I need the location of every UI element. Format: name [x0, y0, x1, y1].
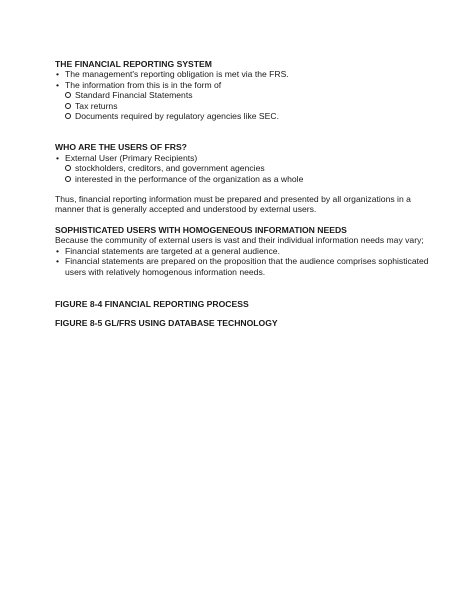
sub-list-item-text: interested in the performance of the organization as a whole [75, 173, 304, 184]
figure-caption: FIGURE 8-5 GL/FRS USING DATABASE TECHNOLOGY [55, 318, 278, 329]
bullet-list [55, 246, 435, 277]
sub-list [55, 90, 435, 121]
sub-list-item [65, 163, 435, 173]
spacer [55, 121, 435, 142]
document-content [55, 59, 435, 329]
sub-list-item [65, 90, 435, 100]
circle-bullet-icon [65, 113, 71, 119]
section-heading-financial-reporting-system: THE FINANCIAL REPORTING SYSTEM [55, 59, 212, 69]
sub-list [55, 163, 435, 184]
figure-caption: FIGURE 8-4 FINANCIAL REPORTING PROCESS [55, 298, 249, 309]
spacer [55, 277, 435, 299]
list-item: • Financial statements are prepared on the proposition that the audience comprises sophisticated users with relatively homogenous information needs. [55, 256, 435, 277]
sub-list-item [65, 174, 435, 184]
list-item: • The information from this is in the form of [55, 80, 435, 90]
sub-list-item-text: Documents required by regulatory agencies like SEC. [75, 111, 279, 122]
bullet-list [55, 69, 435, 90]
bullet-list [55, 153, 435, 163]
spacer [55, 309, 435, 318]
spacer [55, 215, 435, 225]
circle-bullet-icon [65, 165, 71, 171]
paragraph: Thus, financial reporting information must be prepared and presented by all organizations in a manner that is generally accepted and understood by external users. [55, 194, 411, 215]
section-heading-users-of-frs: WHO ARE THE USERS OF FRS? [55, 142, 187, 153]
paragraph: Because the community of external users is vast and their individual information needs may vary; [55, 235, 424, 246]
section-heading-sophisticated-users: SOPHISTICATED USERS WITH HOMOGENEOUS INFORMATION NEEDS [55, 224, 347, 235]
circle-bullet-icon [65, 103, 71, 109]
list-item: • External User (Primary Recipients) [55, 153, 435, 163]
sub-list-item-text: Tax returns [75, 100, 118, 111]
sub-list-item [65, 101, 435, 111]
circle-bullet-icon [65, 92, 71, 98]
spacer [55, 184, 435, 194]
list-item: • Financial statements are targeted at a general audience. [55, 246, 435, 256]
list-item: • The management's reporting obligation is met via the FRS. [55, 69, 435, 79]
sub-list-item-text: Standard Financial Statements [75, 90, 193, 101]
circle-bullet-icon [65, 176, 71, 182]
sub-list-item [65, 111, 435, 121]
sub-list-item-text: stockholders, creditors, and government agencies [75, 163, 265, 174]
